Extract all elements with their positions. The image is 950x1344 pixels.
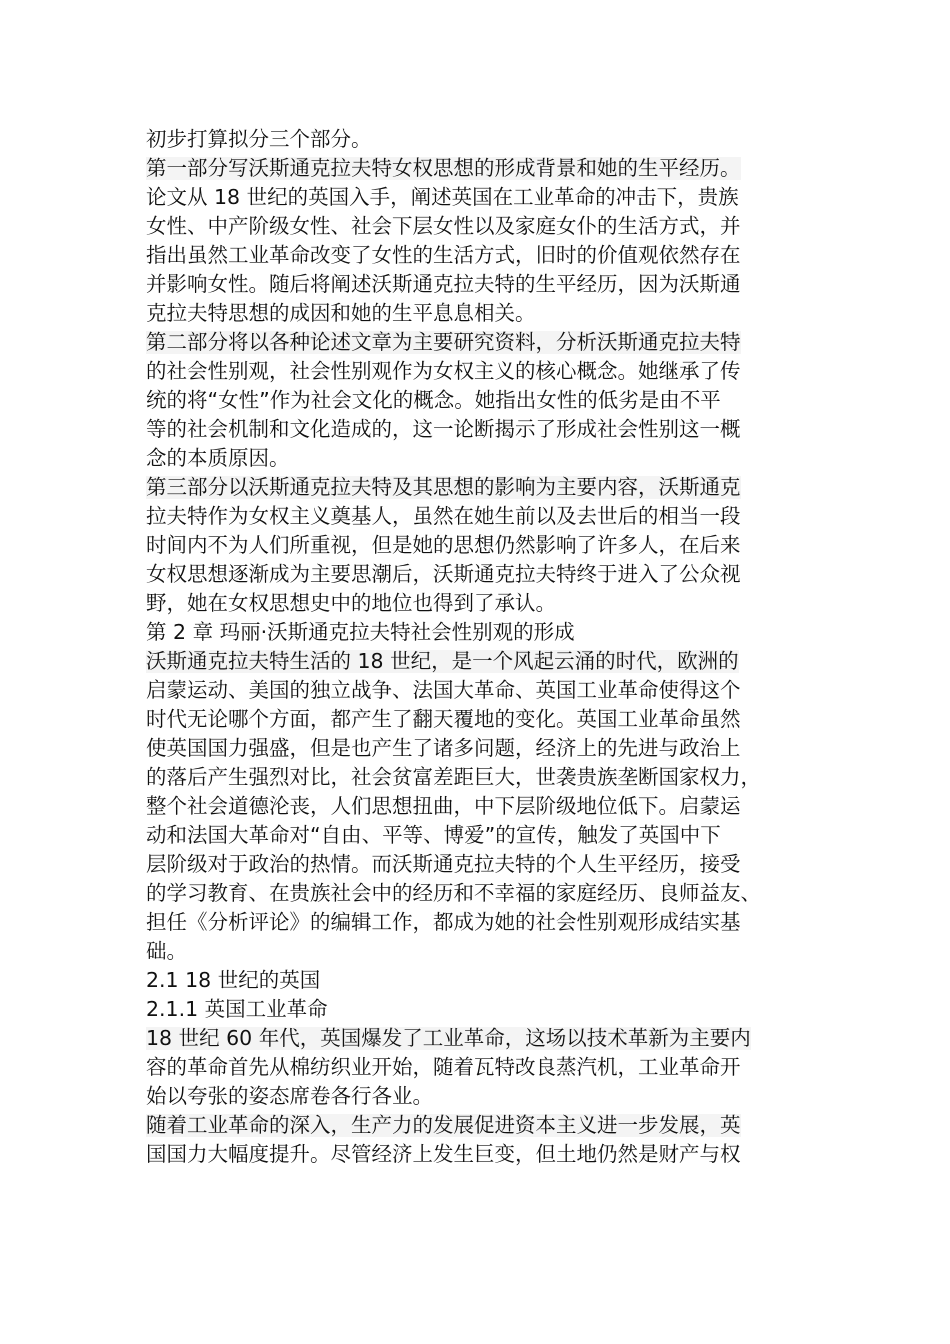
text-line: 随着工业革命的深入，生产力的发展促进资本主义进一步发展，英 bbox=[146, 1111, 741, 1140]
subsection-heading: 2.1.1 英国工业革命 bbox=[146, 997, 328, 1021]
text-line: 的落后产生强烈对比，社会贫富差距巨大，世袭贵族垄断国家权力， bbox=[146, 765, 761, 789]
chapter-heading: 第 2 章 玛丽·沃斯通克拉夫特社会性别观的形成 bbox=[146, 620, 575, 644]
text-line: 沃斯通克拉夫特生活的 18 世纪，是一个风起云涌的时代，欧洲的 bbox=[146, 647, 739, 676]
text-line: 使英国国力强盛，但是也产生了诸多问题，经济上的先进与政治上 bbox=[146, 736, 741, 760]
text-line: 动和法国大革命对“自由、平等、博爱”的宣传，触发了英国中下 bbox=[146, 823, 721, 847]
text-line: 女权思想逐渐成为主要思潮后，沃斯通克拉夫特终于进入了公众视 bbox=[146, 562, 741, 586]
document-page bbox=[146, 125, 806, 1169]
text-line: 的学习教育、在贵族社会中的经历和不幸福的家庭经历、良师益友、 bbox=[146, 881, 761, 905]
text-line: 第二部分将以各种论述文章为主要研究资料，分析沃斯通克拉夫特 bbox=[146, 328, 741, 357]
text-line: 时间内不为人们所重视，但是她的思想仍然影响了许多人，在后来 bbox=[146, 533, 741, 557]
text-line: 时代无论哪个方面，都产生了翻天覆地的变化。英国工业革命虽然 bbox=[146, 707, 741, 731]
text-line: 的社会性别观，社会性别观作为女权主义的核心概念。她继承了传 bbox=[146, 359, 741, 383]
text-line: 统的将“女性”作为社会文化的概念。她指出女性的低劣是由不平 bbox=[146, 388, 721, 412]
text-line: 础。 bbox=[146, 939, 187, 963]
text-line: 论文从 18 世纪的英国入手，阐述英国在工业革命的冲击下，贵族 bbox=[146, 185, 739, 209]
text-line: 层阶级对于政治的热情。而沃斯通克拉夫特的个人生平经历，接受 bbox=[146, 852, 741, 876]
text-line: 并影响女性。随后将阐述沃斯通克拉夫特的生平经历，因为沃斯通 bbox=[146, 272, 741, 296]
section-heading: 2.1 18 世纪的英国 bbox=[146, 968, 321, 992]
text-line: 启蒙运动、美国的独立战争、法国大革命、英国工业革命使得这个 bbox=[146, 678, 741, 702]
text-line: 拉夫特作为女权主义奠基人，虽然在她生前以及去世后的相当一段 bbox=[146, 504, 741, 528]
text-line: 等的社会机制和文化造成的，这一论断揭示了形成社会性别这一概 bbox=[146, 417, 741, 441]
text-line: 第三部分以沃斯通克拉夫特及其思想的影响为主要内容，沃斯通克 bbox=[146, 473, 741, 502]
text-line: 念的本质原因。 bbox=[146, 446, 290, 470]
text-line: 野，她在女权思想史中的地位也得到了承认。 bbox=[146, 591, 556, 615]
text-line: 女性、中产阶级女性、社会下层女性以及家庭女仆的生活方式，并 bbox=[146, 214, 741, 238]
text-line: 始以夸张的姿态席卷各行各业。 bbox=[146, 1084, 433, 1108]
text-line: 担任《分析评论》的编辑工作，都成为她的社会性别观形成结实基 bbox=[146, 910, 741, 934]
text-line: 18 世纪 60 年代，英国爆发了工业革命，这场以技术革新为主要内 bbox=[146, 1024, 751, 1053]
text-line: 容的革命首先从棉纺织业开始，随着瓦特改良蒸汽机，工业革命开 bbox=[146, 1055, 741, 1079]
text-line: 整个社会道德沦丧，人们思想扭曲，中下层阶级地位低下。启蒙运 bbox=[146, 794, 741, 818]
text-line: 第一部分写沃斯通克拉夫特女权思想的形成背景和她的生平经历。 bbox=[146, 154, 741, 183]
text-line: 初步打算拟分三个部分。 bbox=[146, 127, 372, 151]
text-line: 指出虽然工业革命改变了女性的生活方式，旧时的价值观依然存在 bbox=[146, 243, 741, 267]
text-line: 克拉夫特思想的成因和她的生平息息相关。 bbox=[146, 301, 536, 325]
text-line: 国国力大幅度提升。尽管经济上发生巨变，但土地仍然是财产与权 bbox=[146, 1142, 741, 1166]
